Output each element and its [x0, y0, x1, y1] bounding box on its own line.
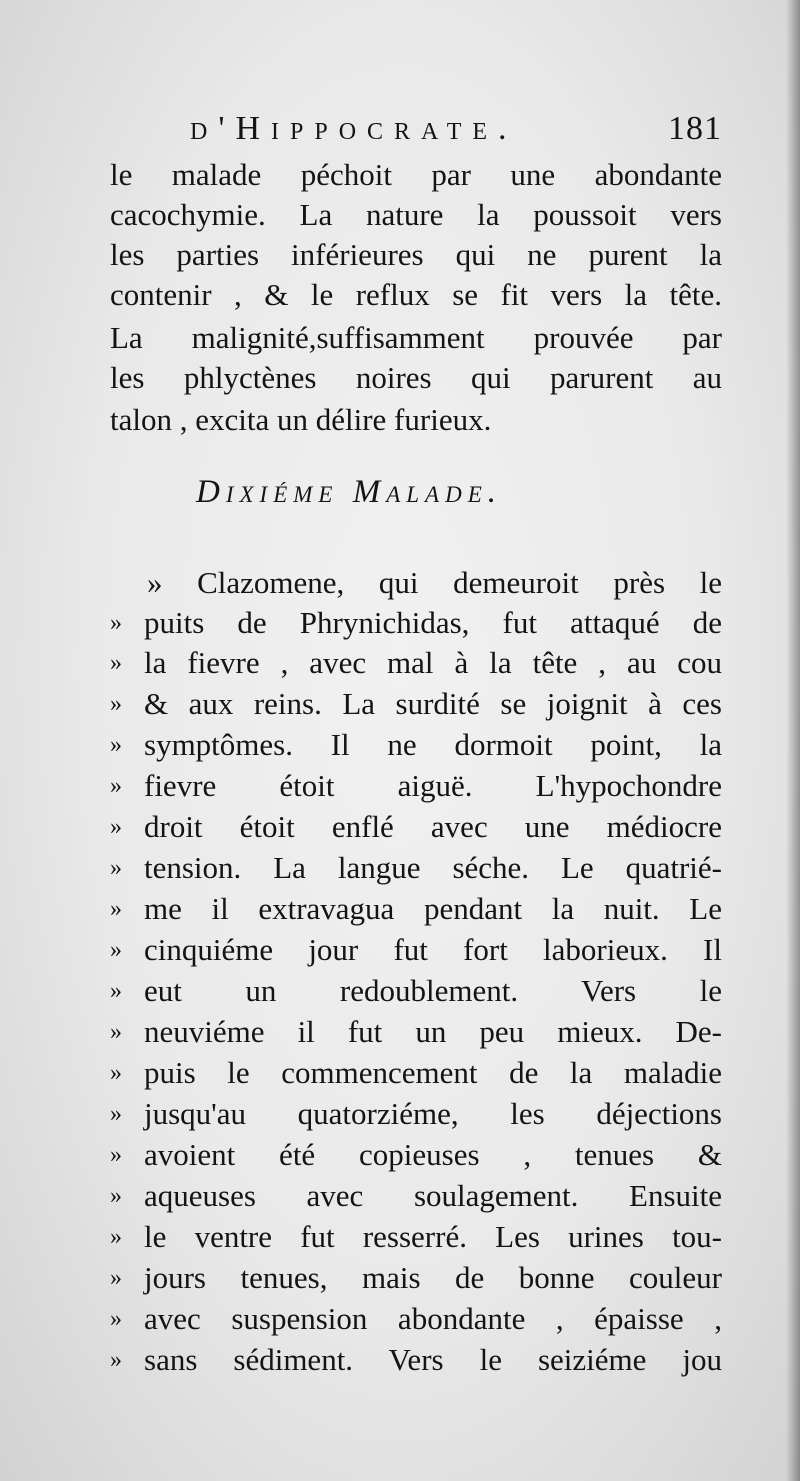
text-line: fievre étoit aiguë. L'hypochondre	[144, 768, 722, 803]
text-line: me il extravagua pendant la nuit. Le	[144, 891, 722, 926]
text-line: jusqu'au quatorziéme, les déjections	[144, 1096, 722, 1131]
text-line: puits de Phrynichidas, fut attaqué de	[144, 605, 722, 640]
text-line: avoient été copieuses , tenues &	[144, 1137, 722, 1172]
text-line: puis le commencement de la maladie	[144, 1055, 722, 1090]
quote-mark: »	[110, 814, 120, 840]
quote-mark: »	[110, 937, 120, 963]
quote-mark: »	[110, 1306, 120, 1332]
quote-mark: »	[110, 855, 120, 881]
quote-mark: »	[110, 1224, 120, 1250]
quote-mark: »	[110, 1347, 120, 1373]
quote-mark: »	[110, 896, 120, 922]
quote-mark: »	[110, 610, 120, 636]
text-line: droit étoit enflé avec une médiocre	[144, 809, 722, 844]
text-line: jours tenues, mais de bonne couleur	[144, 1260, 722, 1295]
text-line: les phlyctènes noires qui parurent au	[110, 360, 722, 395]
quote-mark: »	[110, 1019, 120, 1045]
page-number: 181	[668, 110, 722, 147]
quote-mark: »	[110, 732, 120, 758]
text-line: avec suspension abondante , épaisse ,	[144, 1301, 722, 1336]
quote-mark: »	[110, 1060, 120, 1086]
text-line: symptômes. Il ne dormoit point, la	[144, 727, 722, 762]
text-line: cinquiéme jour fut fort laborieux. Il	[144, 932, 722, 967]
running-head: d'Hippocrate.	[190, 110, 518, 147]
text-line: » Clazomene, qui demeuroit près le	[147, 565, 722, 600]
quote-mark: »	[110, 1101, 120, 1127]
quote-mark: »	[110, 1183, 120, 1209]
text-line: tension. La langue séche. Le quatrié-	[144, 850, 722, 885]
section-title: Dixiéme Malade.	[196, 474, 502, 510]
text-line: eut un redoublement. Vers le	[144, 973, 722, 1008]
text-line: les parties inférieures qui ne purent la	[110, 237, 722, 272]
text-line: cacochymie. La nature la poussoit vers	[110, 197, 722, 232]
text-line: neuviéme il fut un peu mieux. De-	[144, 1014, 722, 1049]
text-line: & aux reins. La surdité se joignit à ces	[144, 686, 722, 721]
text-line: le malade péchoit par une abondante	[110, 157, 722, 192]
text-line: aqueuses avec soulagement. Ensuite	[144, 1178, 722, 1213]
text-line: la fievre , avec mal à la tête , au cou	[144, 645, 722, 680]
text-line: talon , excita un délire furieux.	[110, 402, 492, 437]
quote-mark: »	[110, 773, 120, 799]
quote-mark: »	[110, 1142, 120, 1168]
text-line: sans sédiment. Vers le seiziéme jou	[144, 1342, 722, 1377]
text-line: contenir , & le reflux se fit vers la tête.	[110, 277, 722, 312]
text-line: La malignité,suffisamment prouvée par	[110, 320, 722, 355]
text-line: le ventre fut resserré. Les urines tou-	[144, 1219, 722, 1254]
page-header	[110, 110, 722, 154]
quote-mark: »	[110, 691, 120, 717]
quote-mark: »	[110, 650, 120, 676]
quote-mark: »	[110, 1265, 120, 1291]
quote-mark: »	[110, 978, 120, 1004]
